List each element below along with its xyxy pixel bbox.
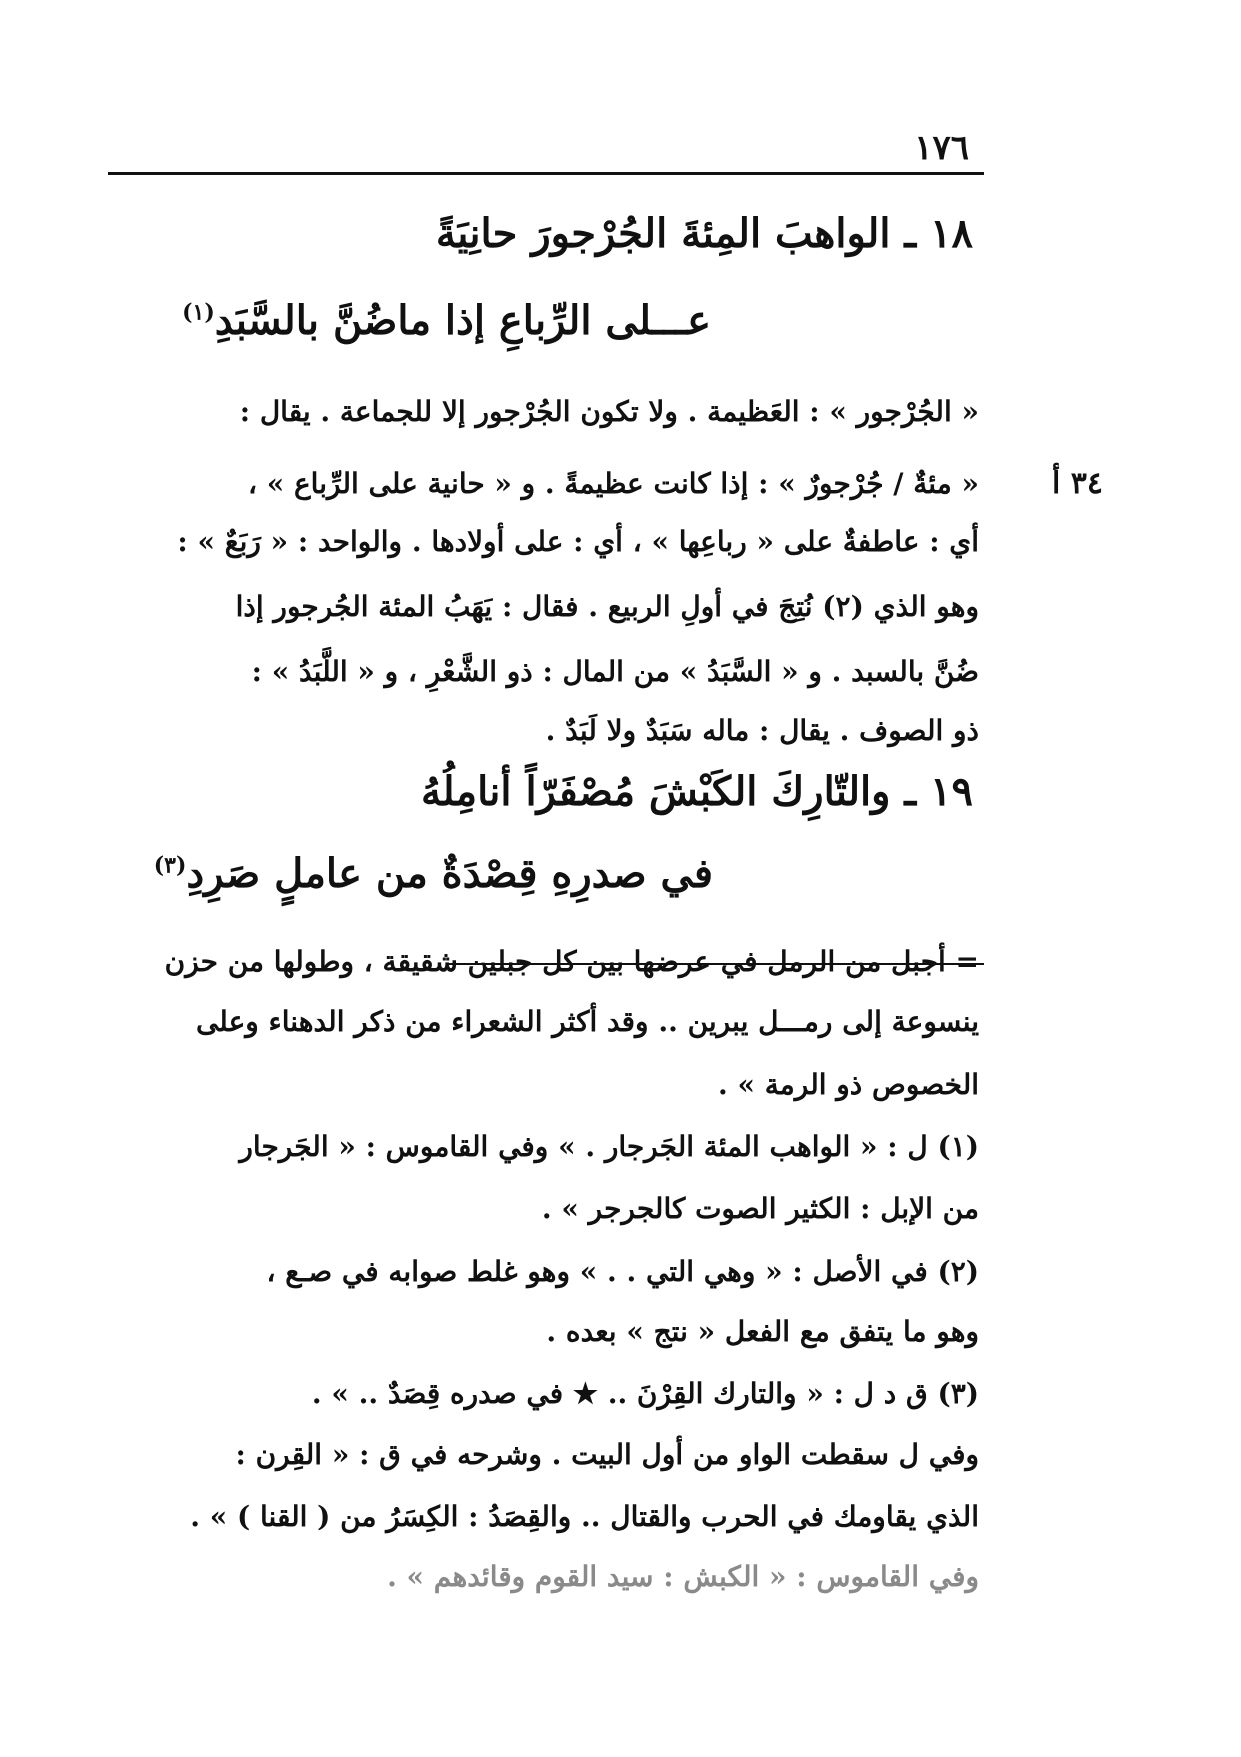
- header-rule: [108, 172, 984, 175]
- commentary-line-6: ذو الصوف . يقال : ماله سَبَدٌ ولا لَبَدٌ .: [545, 714, 979, 747]
- commentary-line-5: ضُنَّ بالسبد . و « السَّبَدُ » من المال : ذو الشَّعْرِ ، و « اللَّبَدُ » :: [251, 655, 979, 688]
- note-line-2: ينسوعة إلى رمـــل يبرين .. وقد أكثر الشعراء من ذكر الدهناء وعلى: [195, 1005, 979, 1038]
- page-number: ١٧٦: [914, 128, 969, 168]
- commentary-line-4: وهو الذي (٢) نُتِجَ في أولِ الربيع . فقال : يَهَبُ المئة الجُرجور إذا: [235, 590, 979, 623]
- note-line-1: = أجبل من الرمل في عرضها بين كل جبلين شقيقة ، وطولها من حزن: [164, 945, 979, 978]
- verse-18-second-hemistich: [182, 297, 711, 344]
- footnote-mark-3: (٣): [153, 852, 187, 879]
- verse-19-second-text: في صدرِهِ قِصْدَةٌ من عاملٍ صَرِدِ: [186, 850, 713, 897]
- verse-19-first-hemistich: ١٩ ـ والتّارِكَ الكَبْشَ مُصْفَرّاً أنامِلُهُ: [420, 768, 973, 815]
- note-line-5: من الإبل : الكثير الصوت كالجرجر » .: [541, 1192, 979, 1225]
- commentary-line-2: « مئةٌ / جُرْجورٌ » : إذا كانت عظيمةً . و « حانية على الرِّباع » ،: [247, 467, 979, 500]
- verse-19-second-hemistich: [154, 850, 713, 897]
- note-line-8: (٣) ق د ل : « والتارك القِرْنَ .. ★ في صدره قِصَدٌ .. » .: [311, 1377, 979, 1410]
- note-line-11-faded: وفي القاموس : « الكبش : سيد القوم وقائدهم » .: [387, 1560, 979, 1593]
- verse-18-first-hemistich: ١٨ ـ الواهبَ المِئةَ الجُرْجورَ حانِيَةً: [435, 210, 973, 257]
- note-line-7: وهو ما يتفق مع الفعل « نتج » بعده .: [546, 1315, 979, 1348]
- commentary-line-3: أي : عاطفةٌ على « رباعِها » ، أي : على أولادها . والواحد : « رَبَعٌ » :: [177, 525, 979, 558]
- margin-folio-note: ٣٤ أ: [1051, 466, 1103, 501]
- footnote-mark-1: (١): [182, 299, 215, 326]
- verse-18-second-text: عـــلى الرِّباعِ إذا ماضُنَّ بالسَّبَدِ: [214, 297, 711, 344]
- commentary-line-1: « الجُرْجور » : العَظيمة . ولا تكون الجُرْجور إلا للجماعة . يقال :: [239, 395, 979, 428]
- note-line-3: الخصوص ذو الرمة » .: [718, 1068, 979, 1101]
- note-line-9: وفي ل سقطت الواو من أول البيت . وشرحه في ق : « القِرن :: [235, 1438, 979, 1471]
- note-line-4: (١) ل : « الواهب المئة الجَرجار . » وفي القاموس : « الجَرجار: [239, 1130, 979, 1163]
- note-line-6: (٢) في الأصل : « وهي التي . . » وهو غلط صوابه في صـع ،: [266, 1255, 979, 1288]
- note-line-10: الذي يقاومك في الحرب والقتال .. والقِصَدُ : الكِسَرُ من ( القنا ) » .: [190, 1500, 979, 1533]
